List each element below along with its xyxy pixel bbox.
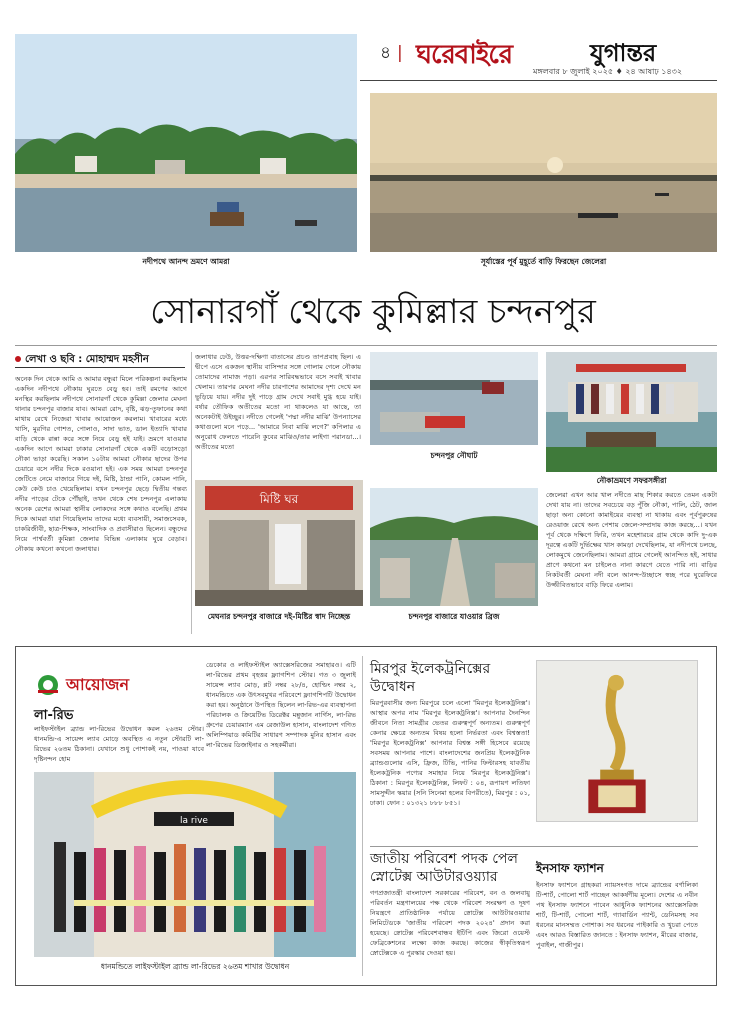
insaf-text: [536, 880, 698, 976]
lariv-text-continued: [206, 660, 356, 768]
sweet-shop-photo: [195, 480, 363, 606]
article-headline: সোনারগাঁ থেকে কুমিল্লার চন্দনপুর: [150, 292, 596, 332]
sponsor-logo-text: আয়োজন: [66, 675, 130, 694]
award-text: [370, 888, 530, 978]
lariv-title: লা-রিভ: [34, 708, 74, 723]
store-banner-text: la rive: [180, 816, 208, 826]
column-rule: [191, 352, 192, 634]
lariv-paragraph: ডেকোর ও লাইফস্টাইল অ্যাক্সেসরিজের সমাহারও। এটি লা-রিভের প্রথম বৃহত্তর ফ্ল্যাগশিপ স্টোর। গত ৩ জুলাই সায়েন্স ল্যাব মোড়, প্লট নম্বর ২৮/৪, হোল্ডিং নম্বর ২, ধানমন্ডিতে এক উৎসবমুখর পরিবেশে ফ্ল্যাগশিপটি উদ্বোধন করা হয়। অনুষ্ঠানে উপস্থিত ছিলেন লা-রিভ-এর ব্যবস্থাপনা পরিচালক ও ক্রিয়েটিভ ডিরেক্টর মন্নুজান নার্গিস, লা-রিভ গ্রুপের চেয়ারম্যান এম রেজাউল হাসান, বাংলাদেশ গণিত অলিম্পিয়াড কমিটির সাধারণ সম্পাদক মুনির হাসান এবং লা-রিভের ডিজাইনার ও সহকর্মীরা।: [206, 661, 356, 749]
ghat-photo: [370, 352, 538, 445]
lariv-text: [34, 724, 204, 768]
page-separator: |: [397, 43, 403, 63]
store-opening-photo: [34, 772, 356, 957]
section-masthead: ঘরেবাইরে: [416, 40, 513, 70]
article-paragraph: জেলেরা এখন আর খাল নদীতে মাছ শিকার করতে তেমন একটা দেখা যায় না। তাদের সবচেয়ে বড় পুঁজি নৌকা, পালি, ঠেট, জাল ছাড়া অন্য কোনো কামাইয়ের ব্যবস্থা না থাকায় এবং পূর্বপুরুষের রেওয়াজ রেখে অন্য পেশায় জেলে-সম্প্রদায় কাজ করছে...। যখন পূর্ব থেকে দক্ষিণে ফিরি, তখন মহেশারচর গ্রাম থেকে কাদি দু-এক দূরত্বে একটি দুর্ভিক্ষের খাস কামড়া দেখেছিলাম, যা নদীপথে চলছে, লোকমুখে জেনেছিলাম। আমরা গ্রামে গেলেই আনন্দিত হই, সাধার প্রাণে কথনো মন চাইলেও নানা কারণে যেতে পারি না। বাড়ির নিকটবর্তী মেঘনা নদী বলে আনন্দ-উচ্ছাসে স্বচ্ছ পরে ঘুরেফিরে উজ্জীবিতভাবে বাড়ি ফিরে এলাম।: [546, 491, 717, 589]
river-trip-photo: [15, 34, 357, 252]
mirpur-paragraph: মিরপুরবাসীর জন্য মিরপুরে চলে এলো 'মিরপুর ইলেকট্রনিক্স'। আস্থার অপর নাম 'মিরপুর ইলেকট্রনিক্স'। আপনার দৈনন্দিন জীবনে নিত্য সামগ্রীর ভেতর গুরুত্বপূর্ণ অন্যতম। গুরুত্বপূর্ণ কেনার ক্ষেত্রে অন্যতম বিষয় হলো নির্ভরতা এবং বিশ্বস্ততা! 'মিরপুর ইলেকট্রনিক্স' আপনার বিশ্বস্ত সঙ্গী হিসেবে রয়েছে সবসময় আপনার পাশে। বাংলাদেশের জনপ্রিয় ইলেকট্রনিক ব্র্যান্ডগুলোর এসি, ফ্রিজ, টিভি, পানির ফিল্টারসহ যাবতীয় ইলেকট্রনিক পণ্যের সমাহার নিয়ে 'মিরপুর ইলেকট্রনিক্স'। ঠিকানা : মিরপুর ইলেকট্রনিক্স, লিফট : ০৪, রূপায়ণ লতিফা সামসুদ্দীন স্কয়ার (সনি সিনেমা হলের বিপরীতে), মিরপুর : ০১, ঢাকা। ফোন : ০১৩২১ ৮৮৮ ৮৫১।: [370, 699, 530, 807]
photo-caption: ধানমন্ডিতে লাইফস্টাইল ব্র্যান্ড লা-রিভের ২৬তম শাখার উদ্বোধন: [100, 962, 290, 971]
insaf-title: ইনসাফ ফ্যাশন: [536, 861, 604, 875]
photo-caption: নদীপথে আনন্দ ভ্রমণে আমরা: [142, 257, 230, 266]
article-paragraph: অনেক দিন থেকে আমি ও আমার বন্ধুরা মিলে পরিকল্পনা করছিলাম একদিন নদীপথে নৌকায় ঘুরতে বেড়ু হব। তাই রমণের আগে মনস্থির করছিলাম নদীপথে সোনারগাঁ থেকে কুমিল্লা জেলার মেঘনা থানার চন্দনপুর বাজার যাব। আমরা রোদ, বৃষ্টি, ঝড়-তুফানের কথা মাথায় রেখে নিজেরা খাবার আয়োজন করলাম। খাবারের মধ্যে খাসি, মুরগির গোশত, পোলাও, সাদা ভাত, ডাল ইত্যাদি খাবার বাড়ি থেকে রান্না করে সঙ্গে নিয়ে বেড়ু হই যাই। ভ্রমণে যাওয়ার একদিন আগে আমরা ঢাকার সোনারগাঁ থেকে একটি বড়োসড়ো নৌকা ভাড়া করেছি। সকাল ১০টায় আমরা নৌকার ছাদের উপর চেয়ারে বসে নদীর দিকে রওয়ানা হই। এক সময় আমরা চন্দনপুর জেটিতে নেমে বাজারে গিয়ে দই, মিষ্টি, ঠান্ডা পানি, কোমল পানি, কেউ কেউ চাও খেয়েছিলাম। যখন চন্দনপুর ছেড়ে দ্বিতীয় গন্তব্য নদীর পাড়ের টেকে পৌঁছাই, তখন থেকে শেষ চন্দনপুর এলাকায় অনেক রেশের আমরা স্থানীয় লোকদের সঙ্গে কথাও বলেছি। প্রথম দিকে আমরা যারা গিয়েছিলাম তাদের মধ্যে ব্যবসায়ী, সমাজসেবক, চাকরিজীবী, ছাত্র-শিক্ষক, সাংবাদিক ও প্রবাসীরাও ছিলেন। বন্ধুদের নিয়ে পার্শ্ববর্তী কুমিল্লা জেলার বিভিন্ন এলাকায় ঘুরে বেড়াব। নৌকায় কখনো কখনো জলাধার।: [15, 375, 187, 553]
newspaper-logo: যুগান্তর: [590, 38, 657, 67]
award-title: জাতীয় পরিবেশ পদক পেল স্নোটেক্স আউটারওয়্যার: [370, 851, 518, 885]
dateline: মঙ্গলবার ৮ জুলাই ২০২৫ ♦ ২৪ আষাঢ় ১৪৩২: [533, 67, 683, 76]
lariv-paragraph: লাইফস্টাইল ব্র্যান্ড লা-রিভের উদ্বোধন করল ২৬তম স্টোর। ধানমন্ডি-এ সায়েন্স ল্যাব মোড়ে অবস্থিত এ নতুন স্টোরটি লা-রিভের ২৬তম ঠিকানা। যেখানে শুধু পোশাকই নয়, পাওয়া যাবে দৃষ্টিনন্দন হোম: [34, 725, 204, 763]
sunset-photo: [370, 93, 717, 252]
byline-rule: [15, 367, 185, 368]
mirpur-title: মিরপুর ইলেকট্রনিক্সের উদ্বোধন: [370, 661, 491, 695]
shop-sign: মিষ্টি ঘর: [259, 492, 299, 506]
photo-caption: মেঘনার চন্দনপুর বাজারে দই-মিষ্টির স্বাদ নিচ্ছেন্ত: [207, 612, 351, 621]
article-paragraph: জলাধার ঢেউ, উত্তর-দক্ষিণা বাতাসের প্রচণ্ড তাপপ্রবাহ ছিল। এ দ্বীপে এসে একজন স্থানীয় বাসিন্দার সঙ্গে গোলাম গেলে নৌকায় তোমাদের নামাজ পড়া। এরপর সারিবদ্ধভাবে বসে সবাই খাবার খেলাম। তারপর মেঘনা নদীর চারপাশের আমাদের দৃশ্য দেখে মন ভুড়িয়ে যায়। নদীর দুই পাড়ে গ্রাম দেখে সবাই মুগ্ধ হয়ে যাই। বর্ষার তৌফিক অতীতের মতো না থাকলেও যা আছে, তা অনেকটাই উইচ্ছুর। নদীতে গেলেই 'পদ্মা নদীর মাঝি' উপন্যাসের কথাগুলো মনে পড়ে... 'আমারে নিবা মাঝি লগে?' কপিলার এ অনুরোধ ফেলতে পারেনি কুবের মাঝিও/তার লাইগা পরানডা...। অতীতের মতো: [195, 353, 361, 451]
award-paragraph: গণপ্রজাতন্ত্রী বাংলাদেশ সরকারের পরিবেশ, বন ও জলবায়ু পরিবর্তন মন্ত্রণালয়ের পক্ষ থেকে পরিবেশ সংরক্ষণ ও দূষণ নিয়ন্ত্রণে প্রাতিষ্ঠানিক পর্যায়ে স্নোটেক্স আউটারওয়্যার লিমিটেডকে 'জাতীয় পরিবেশ পদক ২০২৪' প্রদান করা হয়েছে। স্নোটেক্স পরিবেশবান্ধব ইটিপি এবং জিরো ওয়েস্ট ফেব্রিকেশনের লক্ষ্যে কাজ করছে। কাজের স্বীকৃতিস্বরূপ স্নোটেক্সকে এ পুরস্কার দেওয়া হয়।: [370, 889, 530, 957]
article-column-2: [195, 352, 361, 470]
award-trophy-photo: [536, 660, 698, 822]
article-column-3: [546, 490, 717, 630]
mirpur-text: [370, 698, 530, 846]
section-rule: [370, 846, 698, 847]
photo-caption: চন্দনপুর বাজারে যাওয়ার ব্রিজ: [408, 612, 500, 621]
photo-caption: চন্দনপুর নৌঘাট: [430, 451, 478, 460]
header-rule: [360, 80, 717, 81]
insaf-paragraph: ইনসাফ ফ্যাশনে গ্রাহকরা ন্যায়সংগত দামে ব্র্যান্ডের বর্ণালিকা টি-শার্ট, পোলো শার্ট পাচ্ছেন আকর্ষণীয় মূল্যে। দেশের এ নবীন পথ ইনসাফ ফ্যাশনে পাবেন আধুনিক ফ্যাশনের অ্যাক্সেসরিজ শার্ট, টি-শার্ট, পোলো শার্ট, গ্যাবার্ডিন প্যান্ট, ডেনিমসহ সব ধরনের মানসম্মত পোশাক। সব ধরনের পাইকারি ও খুচরা পেতে এবং আরও বিস্তারিত জানতে : ইনসাফ ফ্যাশন, মীরের বাজার, পুবাইল, গাজীপুর।: [536, 881, 698, 949]
bullet-icon: [15, 356, 21, 362]
bridge-photo: [370, 488, 538, 606]
photo-caption: নৌকাভ্রমণে সফরসঙ্গীরা: [596, 476, 667, 485]
headline-rule: [15, 345, 717, 346]
page-number: [380, 40, 403, 68]
group-boat-photo: [546, 352, 717, 472]
article-column-1: [15, 374, 187, 632]
byline-text: লেখা ও ছবি : মোহাম্মদ মহসীন: [25, 354, 149, 365]
page-number-value: ৪: [380, 43, 392, 63]
photo-caption: সূর্যাস্তের পূর্ব মুহূর্তে বাড়ি ফিরছেন জেলেরা: [480, 257, 607, 266]
column-rule: [362, 656, 363, 976]
